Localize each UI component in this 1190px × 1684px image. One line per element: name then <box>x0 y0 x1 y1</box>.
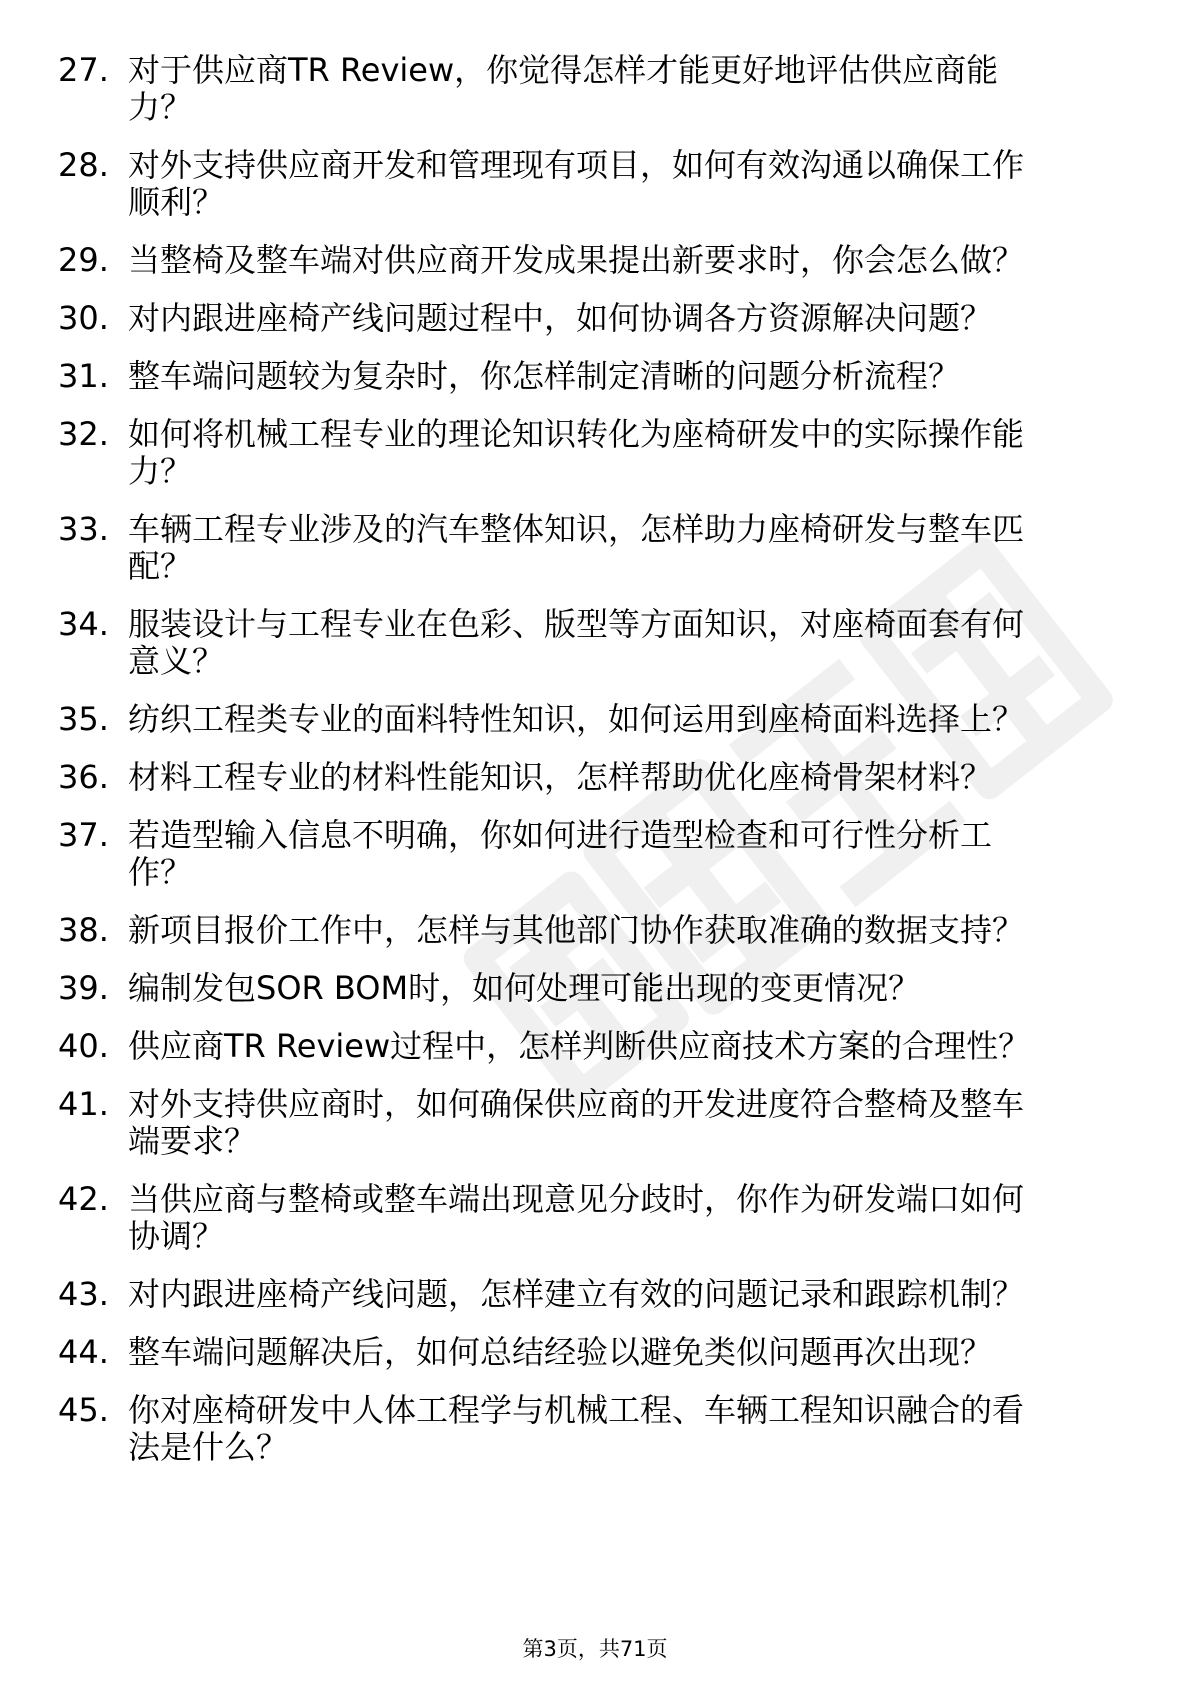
question-number: 34. <box>58 605 109 643</box>
page-footer <box>0 1637 1190 1661</box>
question-text-line: 供应商TR Review过程中，怎样判断供应商技术方案的合理性？ <box>128 1027 1031 1065</box>
question-text-line: 当供应商与整椅或整车端出现意见分歧时，你作为研发端口如何 <box>128 1180 1025 1218</box>
question-text-line: 力？ <box>128 88 193 126</box>
question-text-line: 纺织工程类专业的面料特性知识，如何运用到座椅面料选择上？ <box>128 700 1025 738</box>
question-text-line: 如何将机械工程专业的理论知识转化为座椅研发中的实际操作能 <box>128 415 1025 453</box>
question-text <box>128 511 1128 585</box>
question-text-line: 作？ <box>128 853 193 891</box>
question-text-line: 对内跟进座椅产线问题过程中，如何协调各方资源解决问题？ <box>128 299 993 337</box>
question-text <box>128 147 1128 221</box>
question-text-line: 对外支持供应商时，如何确保供应商的开发进度符合整椅及整车 <box>128 1085 1025 1123</box>
question-text-line: 对外支持供应商开发和管理现有项目，如何有效沟通以确保工作 <box>128 146 1025 184</box>
question-text <box>128 1181 1128 1255</box>
question-number: 36. <box>58 758 109 796</box>
question-text-line: 你对座椅研发中人体工程学与机械工程、车辆工程知识融合的看 <box>128 1391 1025 1429</box>
question-text-line: 对于供应商TR Review，你觉得怎样才能更好地评估供应商能 <box>128 51 999 89</box>
question-text <box>128 606 1128 680</box>
question-number: 37. <box>58 816 109 854</box>
question-text <box>128 1334 1128 1371</box>
question-number: 32. <box>58 415 109 453</box>
question-number: 40. <box>58 1027 109 1065</box>
question-text-line: 材料工程专业的材料性能知识，怎样帮助优化座椅骨架材料？ <box>128 758 993 796</box>
question-number: 28. <box>58 146 109 184</box>
question-number: 38. <box>58 911 109 949</box>
question-number: 44. <box>58 1333 109 1371</box>
question-number: 33. <box>58 510 109 548</box>
question-text <box>128 1028 1128 1065</box>
question-text-line: 整车端问题解决后，如何总结经验以避免类似问题再次出现？ <box>128 1333 993 1371</box>
question-number: 43. <box>58 1275 109 1313</box>
question-text-line: 新项目报价工作中，怎样与其他部门协作获取准确的数据支持？ <box>128 911 1025 949</box>
question-text-line: 当整椅及整车端对供应商开发成果提出新要求时，你会怎么做？ <box>128 241 1025 279</box>
question-text-line: 意义？ <box>128 642 225 680</box>
question-number: 41. <box>58 1085 109 1123</box>
question-text <box>128 52 1128 126</box>
question-text-line: 车辆工程专业涉及的汽车整体知识，怎样助力座椅研发与整车匹 <box>128 510 1025 548</box>
question-text-line: 整车端问题较为复杂时，你怎样制定清晰的问题分析流程？ <box>128 357 961 395</box>
question-text <box>128 970 1128 1007</box>
question-text-line: 法是什么？ <box>128 1428 289 1466</box>
question-text-line: 若造型输入信息不明确，你如何进行造型检查和可行性分析工 <box>128 816 993 854</box>
question-text <box>128 1392 1128 1466</box>
question-text <box>128 1086 1128 1160</box>
question-number: 39. <box>58 969 109 1007</box>
question-number: 42. <box>58 1180 109 1218</box>
question-text <box>128 817 1128 891</box>
question-text-line: 协调？ <box>128 1217 225 1255</box>
question-number: 31. <box>58 357 109 395</box>
question-text-line: 服装设计与工程专业在色彩、版型等方面知识，对座椅面套有何 <box>128 605 1025 643</box>
question-text <box>128 701 1128 738</box>
question-text-line: 编制发包SOR BOM时，如何处理可能出现的变更情况？ <box>128 969 921 1007</box>
question-text <box>128 912 1128 949</box>
page-number-label: 第3页，共71页 <box>522 1637 668 1661</box>
question-text <box>128 1276 1128 1313</box>
question-number: 45. <box>58 1391 109 1429</box>
question-text-line: 力？ <box>128 452 193 490</box>
question-text-line: 对内跟进座椅产线问题，怎样建立有效的问题记录和跟踪机制？ <box>128 1275 1025 1313</box>
question-text <box>128 759 1128 796</box>
question-text <box>128 242 1128 279</box>
question-text <box>128 358 1128 395</box>
question-text-line: 配？ <box>128 547 193 585</box>
question-text-line: 顺利？ <box>128 183 225 221</box>
question-text <box>128 300 1128 337</box>
question-text-line: 端要求？ <box>128 1122 257 1160</box>
question-number: 27. <box>58 51 109 89</box>
question-number: 35. <box>58 700 109 738</box>
question-number: 30. <box>58 299 109 337</box>
question-text <box>128 416 1128 490</box>
question-number: 29. <box>58 241 109 279</box>
